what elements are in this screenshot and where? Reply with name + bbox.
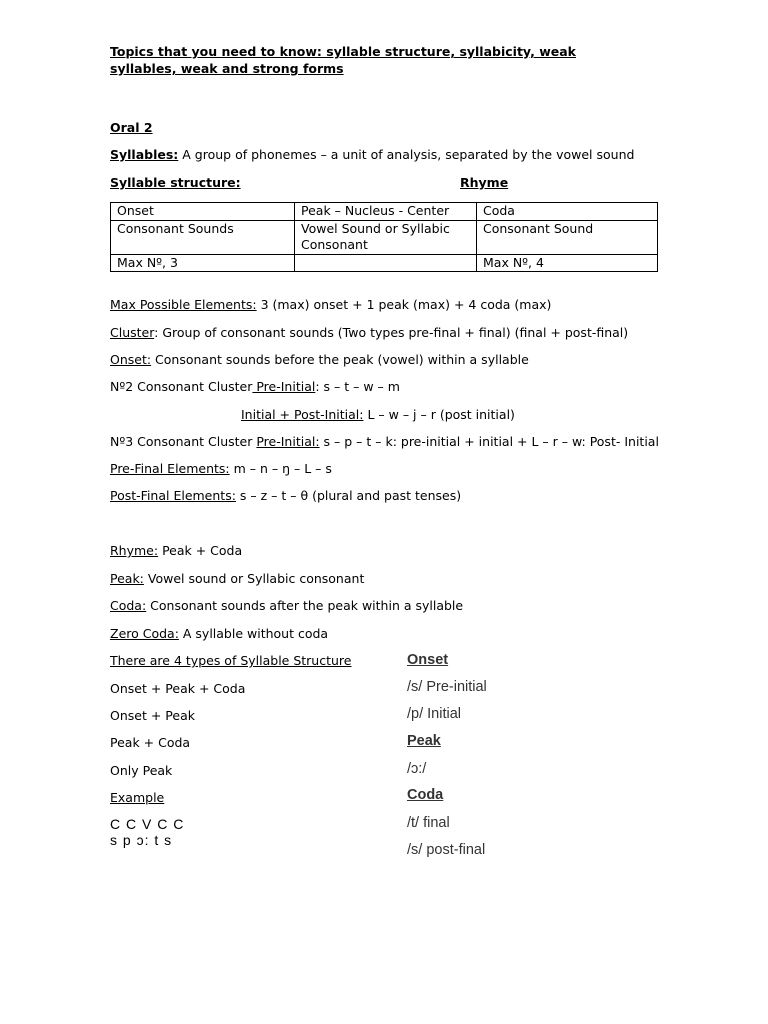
- coda-text: Consonant sounds after the peak within a syllable: [146, 598, 464, 613]
- initial-text: L – w – j – r (post initial): [363, 407, 515, 422]
- list-item: Onset + Peak + Coda: [110, 681, 246, 696]
- example-coda-1: /t/ final: [407, 815, 450, 831]
- rhyme-label: Rhyme:: [110, 543, 159, 558]
- n3-text: s – p – t – k: pre-initial + initial + L – r – w: Post- Initial: [319, 434, 659, 449]
- pre-final-line: [110, 461, 332, 477]
- cluster-label: Cluster: [110, 325, 155, 340]
- table-cell: Max Nº, 3: [111, 254, 295, 272]
- table-row: [111, 254, 658, 272]
- post-final-label: Post-Final Elements:: [110, 488, 236, 503]
- coda-label: Coda:: [110, 598, 147, 613]
- example-coda-2: /s/ post-final: [407, 842, 486, 858]
- coda-line: [110, 598, 463, 614]
- n3-prefix: Nº3 Consonant Cluster: [110, 434, 257, 449]
- zero-coda-label: Zero Coda:: [110, 626, 179, 641]
- example-onset-2: /p/ Initial: [407, 706, 461, 722]
- table-cell: Vowel Sound or Syllabic Consonant: [295, 220, 477, 254]
- onset-text: Consonant sounds before the peak (vowel) within a syllable: [151, 352, 529, 367]
- example-onset-heading: Onset: [407, 652, 449, 668]
- table-cell: Peak – Nucleus - Center: [295, 203, 477, 221]
- table-cell: Consonant Sounds: [111, 220, 295, 254]
- max-elements-label: Max Possible Elements:: [110, 297, 257, 312]
- syllables-definition: [110, 147, 634, 163]
- n3-label: Pre-Initial:: [256, 434, 320, 449]
- rhyme-line: [110, 543, 242, 559]
- syllables-label: Syllables:: [110, 147, 179, 162]
- peak-label: Peak:: [110, 571, 144, 586]
- example-cv-pattern: C C V C C: [110, 816, 185, 832]
- types-heading: There are 4 types of Syllable Structure: [110, 653, 352, 668]
- table-cell: Onset: [111, 203, 295, 221]
- peak-line: [110, 571, 364, 587]
- syllable-structure-label: Syllable structure:: [110, 175, 241, 190]
- rhyme-text: Peak + Coda: [158, 543, 243, 558]
- pre-final-label: Pre-Final Elements:: [110, 461, 230, 476]
- table-cell: Consonant Sound: [477, 220, 658, 254]
- rhyme-heading: Rhyme: [460, 175, 509, 190]
- table-row: [111, 220, 658, 254]
- syllable-structure-table: [110, 202, 658, 272]
- example-phonemes: s p ɔ: t s: [110, 832, 173, 848]
- page-title: Topics that you need to know: syllable structure, syllabicity, weak syllables, weak and strong forms: [110, 44, 576, 76]
- peak-text: Vowel sound or Syllabic consonant: [143, 571, 365, 586]
- pre-final-text: m – n – ŋ – L – s: [229, 461, 332, 476]
- n2-cluster-line: [110, 379, 400, 395]
- syllables-text: A group of phonemes – a unit of analysis, separated by the vowel sound: [178, 147, 635, 162]
- n2-prefix: Nº2 Consonant Cluster: [110, 379, 253, 394]
- max-elements-text: 3 (max) onset + 1 peak (max) + 4 coda (max): [256, 297, 552, 312]
- list-item: Only Peak: [110, 763, 173, 778]
- table-cell: Coda: [477, 203, 658, 221]
- n2-label: Pre-Initial: [252, 379, 316, 394]
- table-row: [111, 203, 658, 221]
- post-final-line: [110, 488, 461, 504]
- initial-post-initial-line: [241, 407, 515, 423]
- n2-text: : s – t – w – m: [315, 379, 400, 394]
- example-onset-1: /s/ Pre-initial: [407, 679, 487, 695]
- zero-coda-line: [110, 626, 328, 642]
- list-item: Onset + Peak: [110, 708, 195, 723]
- table-cell: [295, 254, 477, 272]
- initial-label: Initial + Post-Initial:: [241, 407, 364, 422]
- n3-cluster-line: [110, 434, 659, 450]
- table-cell: Max Nº, 4: [477, 254, 658, 272]
- example-label: Example: [110, 790, 165, 805]
- post-final-text: s – z – t – θ (plural and past tenses): [235, 488, 462, 503]
- example-coda-heading: Coda: [407, 787, 444, 803]
- section-heading-oral: Oral 2: [110, 120, 153, 135]
- example-peak-heading: Peak: [407, 733, 441, 749]
- cluster-line: [110, 325, 628, 341]
- example-peak-1: /ɔ:/: [407, 761, 427, 777]
- onset-line: [110, 352, 529, 368]
- zero-coda-text: A syllable without coda: [178, 626, 329, 641]
- onset-label: Onset:: [110, 352, 152, 367]
- max-elements-line: [110, 297, 551, 313]
- list-item: Peak + Coda: [110, 735, 191, 750]
- cluster-text: : Group of consonant sounds (Two types pre-final + final) (final + post-final): [154, 325, 629, 340]
